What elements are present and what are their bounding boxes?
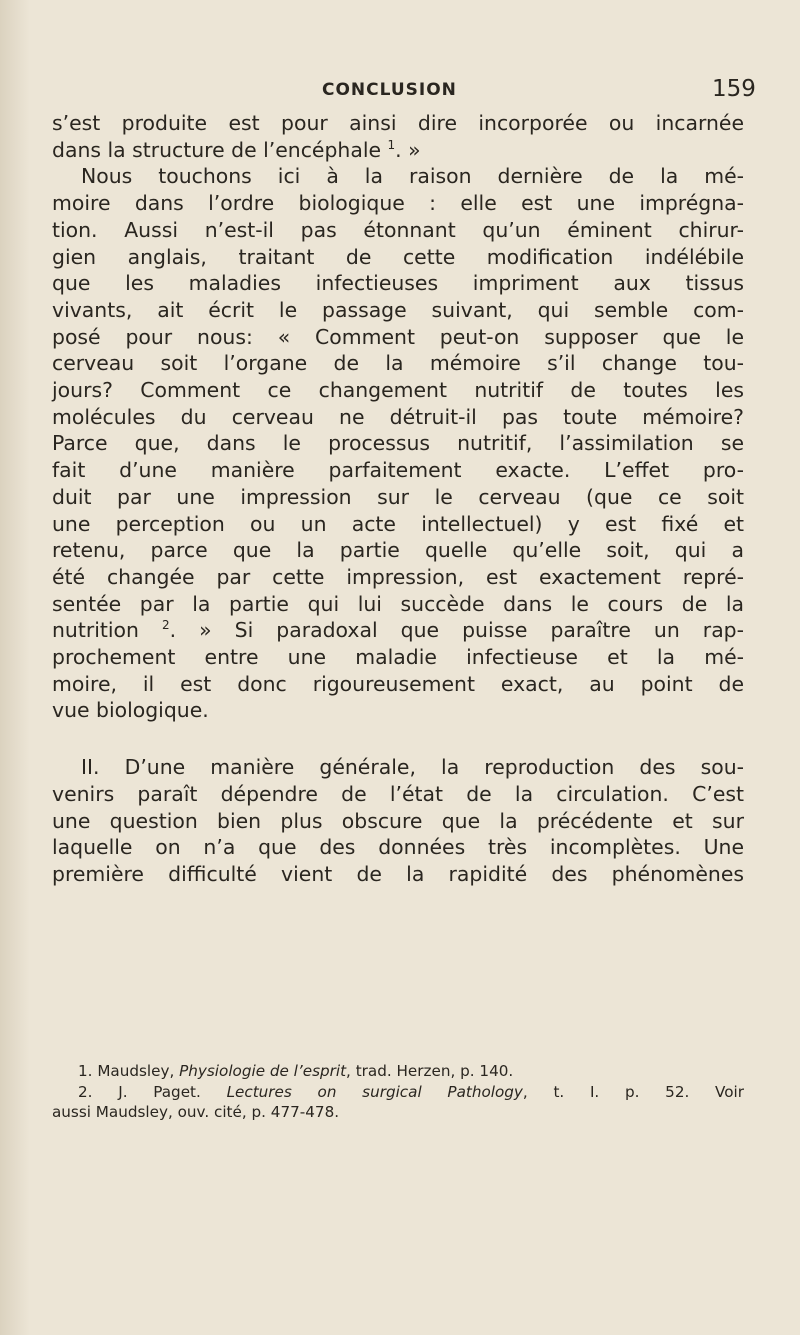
text-line: sentée par la partie qui lui succède dans le cours de la bbox=[52, 591, 744, 616]
text-segment: . » Si paradoxal que puisse paraître un rap- bbox=[169, 618, 744, 643]
page-number: 159 bbox=[712, 76, 756, 102]
footnote-1 bbox=[52, 1061, 744, 1082]
text-line: jours? Comment ce changement nutritif de toutes les bbox=[52, 378, 744, 403]
text-line: cerveau soit l’organe de la mémoire s’il change tou- bbox=[52, 351, 744, 376]
text-line: prochement entre une maladie infectieuse et la mé- bbox=[52, 645, 744, 670]
text-line: tion. Aussi n’est-il pas étonnant qu’un éminent chirur- bbox=[52, 217, 744, 242]
footnote-title: Physiologie de l’esprit bbox=[179, 1062, 347, 1080]
footnote-author: J. Paget. bbox=[118, 1082, 201, 1101]
footnote-2 bbox=[52, 1082, 744, 1103]
text-line bbox=[52, 137, 744, 164]
footnote-ref: 1 bbox=[387, 137, 396, 152]
text-line: moire dans l’ordre biologique : elle est une imprégna- bbox=[52, 191, 744, 216]
text-line bbox=[52, 617, 744, 644]
text-segment: . » bbox=[395, 137, 421, 162]
footnote-details: , trad. Herzen, p. 140. bbox=[346, 1062, 514, 1080]
text-line: laquelle on n’a que des données très incomplètes. Une bbox=[52, 835, 744, 860]
footnote-number: 2. bbox=[78, 1082, 93, 1101]
text-line: gien anglais, traitant de cette modification indélébile bbox=[52, 244, 744, 269]
footnote-author: Maudsley, bbox=[97, 1062, 175, 1080]
page-header bbox=[0, 76, 800, 106]
text-line: retenu, parce que la partie quelle qu’elle soit, qui a bbox=[52, 538, 744, 563]
footnote-details: , t. I. p. 52. Voir bbox=[522, 1082, 745, 1101]
text-line: s’est produite est pour ainsi dire incorporée ou incarnée bbox=[52, 111, 744, 135]
text-line: II. D’une manière générale, la reproduction des sou- bbox=[81, 755, 744, 780]
text-line: Nous touchons ici à la raison dernière de la mé- bbox=[81, 164, 744, 189]
text-line: posé pour nous: « Comment peut-on supposer que le bbox=[52, 324, 744, 349]
running-title: CONCLUSION bbox=[322, 80, 457, 100]
body-text bbox=[52, 110, 744, 888]
footnote-number: 1. bbox=[78, 1062, 93, 1080]
text-line: molécules du cerveau ne détruit-il pas toute mémoire? bbox=[52, 404, 744, 429]
page-edge-shadow bbox=[0, 0, 30, 1335]
text-line: moire, il est donc rigoureusement exact, au point de bbox=[52, 671, 744, 696]
paragraph-gap bbox=[52, 724, 744, 754]
text-line: vivants, ait écrit le passage suivant, qui semble com- bbox=[52, 297, 744, 322]
footnote-ref: 2 bbox=[161, 618, 170, 633]
text-line: été changée par cette impression, est exactement repré- bbox=[52, 564, 744, 589]
text-segment: nutrition bbox=[52, 618, 139, 643]
text-line: une perception ou un acte intellectuel) y est fixé et bbox=[52, 511, 744, 536]
footnote-2-continued: aussi Maudsley, ouv. cité, p. 477-478. bbox=[52, 1103, 340, 1121]
footnote-title: Lectures on surgical Pathology bbox=[226, 1082, 523, 1101]
text-line: fait d’une manière parfaitement exacte. L’effet pro- bbox=[52, 458, 744, 483]
text-line: vue biologique. bbox=[52, 698, 209, 723]
footnotes bbox=[52, 1061, 744, 1123]
text-line: Parce que, dans le processus nutritif, l’assimilation se bbox=[52, 431, 744, 456]
text-line: première difficulté vient de la rapidité des phénomènes bbox=[52, 861, 744, 886]
text-line: une question bien plus obscure que la précédente et sur bbox=[52, 808, 744, 833]
text-line: duit par une impression sur le cerveau (que ce soit bbox=[52, 484, 744, 509]
text-line: venirs paraît dépendre de l’état de la circulation. C’est bbox=[52, 781, 744, 806]
text-segment: dans la structure de l’encéphale bbox=[52, 137, 382, 162]
text-line: que les maladies infectieuses impriment aux tissus bbox=[52, 271, 744, 296]
